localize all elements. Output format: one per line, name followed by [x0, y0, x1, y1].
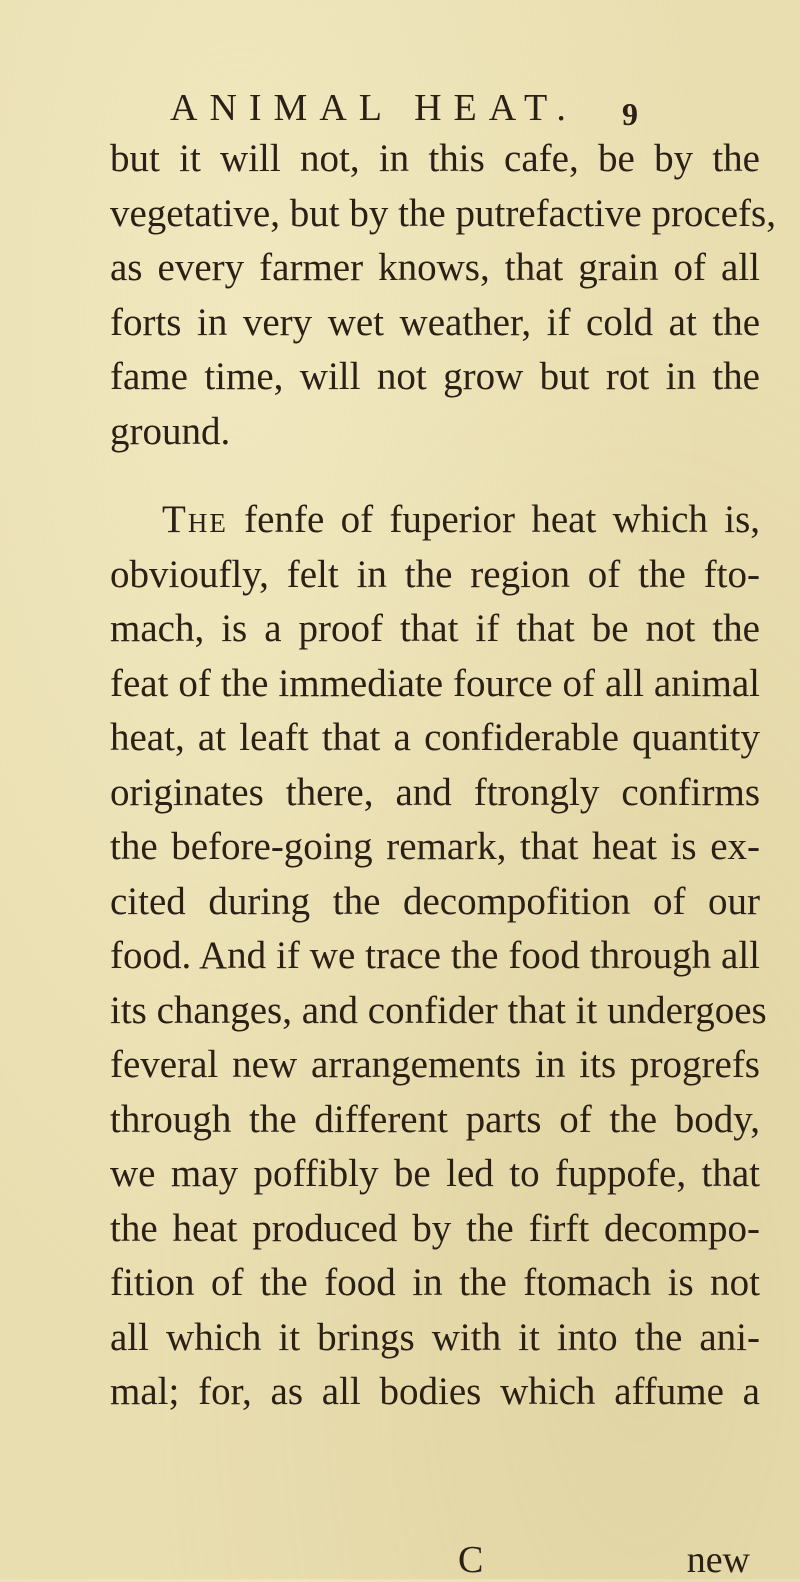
- text-line: fition of the food in the ftomach is not: [110, 1261, 760, 1304]
- running-head: [170, 86, 690, 130]
- text-line: originates there, and ftrongly confirms: [110, 770, 760, 814]
- text-line: mal; for, as all bodies which affume a: [110, 1370, 760, 1413]
- text-line: heat, at leaft that a confiderable quantity: [110, 716, 760, 759]
- text-line: the before-going remark, that heat is ex-: [110, 825, 760, 868]
- text-line: as every farmer knows, that grain of all: [110, 246, 760, 289]
- text-line-first: [110, 493, 760, 548]
- signature-mark: C: [458, 1539, 484, 1581]
- text-line: feveral new arrangements in its progrefs: [110, 1043, 760, 1086]
- text-line: cited during the decompofition of our: [110, 879, 760, 923]
- text-line: feat of the immediate fource of all animal: [110, 661, 760, 705]
- text-line: the heat produced by the firft decompo-: [110, 1206, 760, 1250]
- text-line: vegetative, but by the putrefactive procefs,: [110, 191, 776, 235]
- text-line: fame time, will not grow but rot in the: [110, 355, 760, 398]
- catchword: new: [686, 1539, 750, 1581]
- running-head-title: ANIMAL HEAT.: [170, 87, 578, 129]
- text-line: its changes, and confider that it undergoes: [110, 988, 767, 1032]
- text-line: but it will not, in this cafe, be by the: [110, 137, 760, 180]
- text-line: ground.: [110, 409, 231, 453]
- paragraph-lead-word: The: [162, 498, 228, 541]
- paragraph-1: [110, 132, 776, 459]
- text-line: all which it brings with it into the ani-: [110, 1315, 760, 1359]
- text-line: food. And if we trace the food through all: [110, 934, 760, 977]
- paragraph-2: [110, 493, 767, 1420]
- text-line: obvioufly, felt in the region of the fto-: [110, 552, 760, 596]
- page-number: 9: [622, 96, 638, 132]
- page-footer: [110, 1538, 760, 1581]
- text-line: forts in very wet weather, if cold at the: [110, 300, 760, 344]
- text-line: through the different parts of the body,: [110, 1097, 760, 1141]
- text-line-rest: fenfe of fuperior heat which is,: [244, 498, 761, 541]
- text-line: we may poffibly be led to fuppofe, that: [110, 1152, 760, 1195]
- text-line: mach, is a proof that if that be not the: [110, 607, 760, 650]
